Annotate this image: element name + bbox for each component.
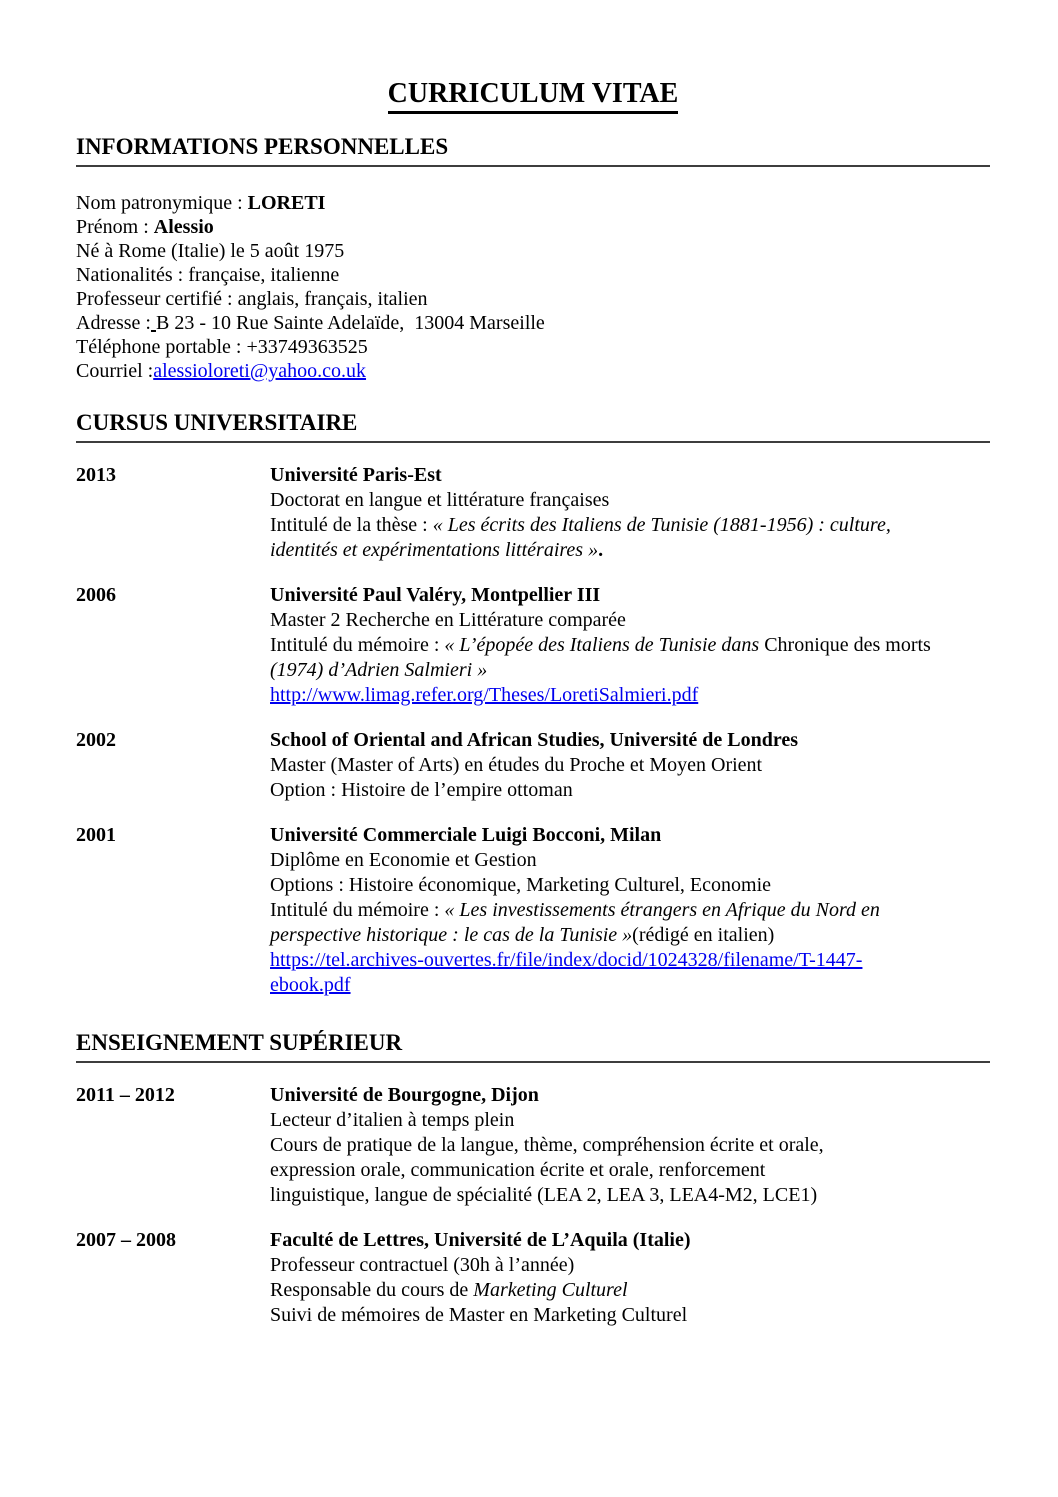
text-line <box>270 488 990 513</box>
text-line <box>270 973 990 998</box>
text-line <box>270 1183 990 1208</box>
text-run: Intitulé du mémoire : <box>270 634 445 656</box>
text-run: Cours de pratique de la langue, thème, compréhension écrite et orale, <box>270 1134 824 1156</box>
text-line <box>270 1108 990 1133</box>
text-run: . <box>598 539 604 561</box>
education-entries <box>76 463 990 998</box>
text-line <box>270 538 990 563</box>
cv-entry <box>76 823 990 998</box>
text-run: identités et expérimentations littéraires » <box>270 539 599 561</box>
text-line <box>270 583 990 608</box>
entry-content <box>270 1083 990 1208</box>
text-run: (1974) d’Adrien Salmieri » <box>270 659 488 681</box>
text-run: Master (Master of Arts) en études du Proche et Moyen Orient <box>270 754 763 776</box>
text-line <box>76 335 990 359</box>
entry-year: 2002 <box>76 729 116 751</box>
text-line <box>270 513 990 538</box>
text-line <box>270 898 990 923</box>
text-line <box>76 263 990 287</box>
text-run: « Les écrits des Italiens de Tunisie (1881-1956) : culture, <box>432 514 891 536</box>
teaching-heading: ENSEIGNEMENT SUPÉRIEUR <box>76 1030 990 1063</box>
text-run: B 23 - 10 Rue Sainte Adelaïde, 13004 Marseille <box>155 312 545 334</box>
text-line <box>76 215 990 239</box>
text-run: Université de Bourgogne, Dijon <box>270 1084 539 1106</box>
text-run: Nom patronymique : <box>76 192 248 214</box>
cv-entry <box>76 583 990 708</box>
text-run: Diplôme en Economie et Gestion <box>270 849 537 871</box>
text-run: Professeur contractuel (30h à l’année) <box>270 1254 575 1276</box>
text-run: Option : Histoire de l’empire ottoman <box>270 779 573 801</box>
text-run: linguistique, langue de spécialité (LEA 2, LEA 3, LEA4-M2, LCE1) <box>270 1184 818 1206</box>
text-run: Options : Histoire économique, Marketing Culturel, Economie <box>270 874 772 896</box>
text-line <box>76 191 990 215</box>
text-run: LORETI <box>247 192 326 214</box>
page-title-text: CURRICULUM VITAE <box>388 78 679 114</box>
text-line <box>270 1228 990 1253</box>
entry-year: 2007 – 2008 <box>76 1229 176 1251</box>
education-heading: CURSUS UNIVERSITAIRE <box>76 410 990 443</box>
entry-year: 2011 – 2012 <box>76 1084 175 1106</box>
text-line <box>270 1303 990 1328</box>
entry-content <box>270 1228 990 1328</box>
text-run: Faculté de Lettres, Université de L’Aquila (Italie) <box>270 1229 691 1251</box>
text-run: Suivi de mémoires de Master en Marketing Culturel <box>270 1304 688 1326</box>
cv-entry <box>76 1228 990 1328</box>
text-line <box>76 359 990 383</box>
text-line <box>270 683 990 708</box>
text-run: (rédigé en italien) <box>632 924 775 946</box>
text-run: Nationalités : française, italienne <box>76 264 340 286</box>
text-run: Université Paul Valéry, Montpellier III <box>270 584 601 606</box>
text-run: Né à Rome (Italie) le 5 août 1975 <box>76 240 345 262</box>
text-run: « Les investissements étrangers en Afrique du Nord en <box>444 899 880 921</box>
text-line <box>270 463 990 488</box>
page-title <box>76 78 990 110</box>
text-run: Professeur certifié : anglais, français, italien <box>76 288 428 310</box>
text-line <box>270 728 990 753</box>
email-link[interactable]: alessioloreti@yahoo.co.uk <box>153 360 367 382</box>
cv-entry <box>76 728 990 803</box>
section-personal-info <box>76 134 990 383</box>
text-line <box>270 658 990 683</box>
text-run: Université Commerciale Luigi Bocconi, Milan <box>270 824 662 846</box>
cv-entry <box>76 1083 990 1208</box>
section-teaching <box>76 1030 990 1328</box>
text-run: Marketing Culturel <box>473 1279 628 1301</box>
text-line <box>270 848 990 873</box>
text-run: Courriel : <box>76 360 154 382</box>
memoir-2001-link[interactable]: https://tel.archives-ouvertes.fr/file/index/docid/1024328/filename/T-1447- <box>270 949 863 971</box>
text-run: Master 2 Recherche en Littérature comparée <box>270 609 626 631</box>
cv-entry <box>76 463 990 563</box>
text-line <box>270 1083 990 1108</box>
memoir-2006-link[interactable]: http://www.limag.refer.org/Theses/LoretiSalmieri.pdf <box>270 684 699 706</box>
text-line <box>76 311 990 335</box>
text-run: Prénom : <box>76 216 154 238</box>
entry-content <box>270 823 990 998</box>
memoir-2001-link[interactable]: ebook.pdf <box>270 974 351 996</box>
entry-year: 2013 <box>76 464 116 486</box>
entry-content <box>270 728 990 803</box>
text-run: Téléphone portable : +33749363525 <box>76 336 368 358</box>
text-run: School of Oriental and African Studies, Université de Londres <box>270 729 798 751</box>
text-line <box>270 633 990 658</box>
text-line <box>270 1158 990 1183</box>
text-run: Intitulé du mémoire : <box>270 899 445 921</box>
text-line <box>270 923 990 948</box>
text-line <box>270 778 990 803</box>
entry-year: 2001 <box>76 824 116 846</box>
text-line <box>270 1278 990 1303</box>
text-line <box>270 1133 990 1158</box>
text-line <box>270 608 990 633</box>
text-run: Intitulé de la thèse : <box>270 514 433 536</box>
text-run: « L’épopée des Italiens de Tunisie dans <box>444 634 765 656</box>
text-run: Université Paris-Est <box>270 464 442 486</box>
entry-content <box>270 583 990 708</box>
text-run: Responsable du cours de <box>270 1279 474 1301</box>
entry-year: 2006 <box>76 584 116 606</box>
text-run: Lecteur d’italien à temps plein <box>270 1109 515 1131</box>
text-line <box>76 287 990 311</box>
text-line <box>270 873 990 898</box>
text-line <box>76 239 990 263</box>
personal-info-heading: INFORMATIONS PERSONNELLES <box>76 134 990 167</box>
personal-info-list <box>76 191 990 383</box>
entry-content <box>270 463 990 563</box>
text-run: Chronique des morts <box>764 634 931 656</box>
text-line <box>270 753 990 778</box>
text-run: Adresse : <box>76 312 151 334</box>
teaching-entries <box>76 1083 990 1328</box>
text-run: Doctorat en langue et littérature françaises <box>270 489 610 511</box>
text-line <box>270 948 990 973</box>
text-line <box>270 1253 990 1278</box>
text-run: perspective historique : le cas de la Tunisie » <box>270 924 633 946</box>
section-education <box>76 410 990 998</box>
text-run: Alessio <box>153 216 214 238</box>
text-line <box>270 823 990 848</box>
text-run: expression orale, communication écrite et orale, renforcement <box>270 1159 766 1181</box>
